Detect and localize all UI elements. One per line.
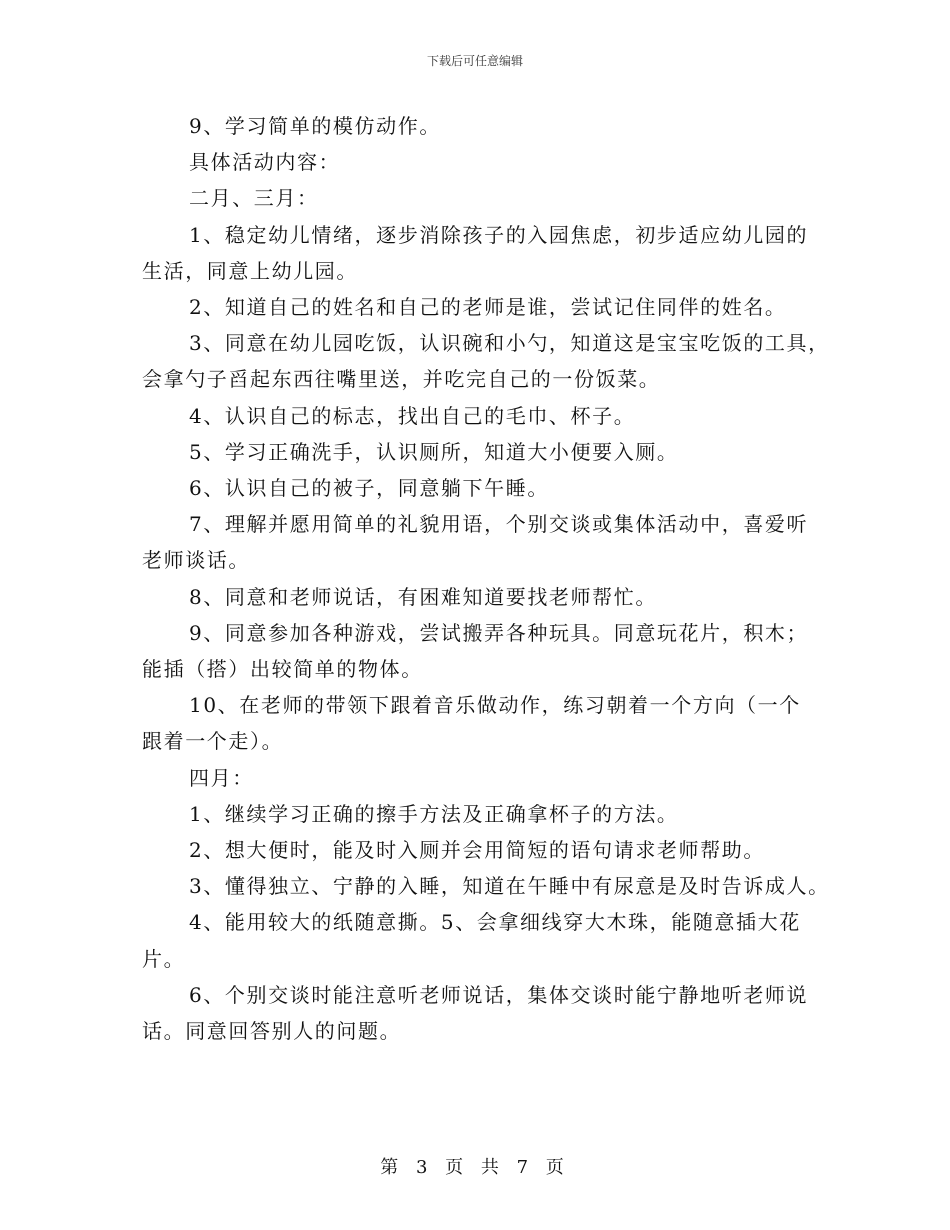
- paragraph: [142, 796, 812, 832]
- section-heading: [142, 760, 812, 796]
- text-line: 3、懂得独立、宁静的入睡，知道在午睡中有尿意是及时告诉成人。: [189, 874, 830, 899]
- text-line: 二月、三月：: [189, 186, 319, 211]
- document-body: [142, 108, 830, 1049]
- text-line: 生活，同意上幼儿园。: [142, 258, 358, 283]
- text-line: 7、理解并愿用简单的礼貌用语，个别交谈或集体活动中，喜爱听: [189, 512, 809, 537]
- text-line: 会拿勺子舀起东西往嘴里送，并吃完自己的一份饭菜。: [142, 367, 661, 392]
- paragraph: [142, 434, 812, 470]
- section-heading: [142, 144, 812, 180]
- paragraph: [142, 289, 812, 325]
- paragraph: [142, 868, 830, 904]
- paragraph: [142, 470, 812, 506]
- page-header: 下载后可任意编辑: [426, 54, 523, 68]
- text-line: 3、同意在幼儿园吃饭，认识碗和小勺，知道这是宝宝吃饭的工具，: [189, 331, 830, 356]
- page-footer: 第 3 页 共 7 页: [380, 1157, 570, 1178]
- text-line: 9、同意参加各种游戏，尝试搬弄各种玩具。同意玩花片，积木；: [189, 620, 809, 645]
- text-line: 1、继续学习正确的擦手方法及正确拿杯子的方法。: [189, 801, 679, 826]
- text-line: 2、想大便时，能及时入厕并会用简短的语句请求老师帮助。: [189, 838, 765, 863]
- text-line: 能插（搭）出较简单的物体。: [142, 657, 423, 682]
- paragraph: [142, 977, 812, 1049]
- text-line: 8、同意和老师说话，有困难知道要找老师帮忙。: [189, 584, 657, 609]
- paragraph: [142, 904, 812, 976]
- paragraph: [142, 108, 812, 144]
- text-line: 4、能用较大的纸随意撕。5、会拿细线穿大木珠，能随意插大花: [189, 910, 801, 935]
- text-line: 话。同意回答别人的问题。: [142, 1019, 402, 1044]
- text-line: 6、认识自己的被子，同意躺下午睡。: [189, 476, 549, 501]
- paragraph: [142, 615, 812, 687]
- text-line: 片。: [142, 946, 186, 971]
- text-line: 9、学习简单的模仿动作。: [189, 114, 441, 138]
- text-line: 1、稳定幼儿情绪，逐步消除孩子的入园焦虑，初步适应幼儿园的: [189, 222, 809, 247]
- text-line: 四月：: [189, 765, 254, 790]
- paragraph: [142, 579, 812, 615]
- text-line: 6、个别交谈时能注意听老师说话，集体交谈时能宁静地听老师说: [189, 982, 809, 1007]
- text-line: 2、知道自己的姓名和自己的老师是谁，尝试记住同伴的姓名。: [189, 295, 787, 320]
- paragraph: [142, 398, 812, 434]
- text-line: 老师谈话。: [142, 548, 250, 573]
- paragraph: [142, 832, 812, 868]
- text-line: 4、认识自己的标志，找出自己的毛巾、杯子。: [189, 403, 636, 428]
- paragraph: [142, 217, 812, 289]
- text-line: 5、学习正确洗手，认识厕所，知道大小便要入厕。: [189, 439, 679, 464]
- text-line: 10、在老师的带领下跟着音乐做动作，练习朝着一个方向（一个: [189, 693, 801, 718]
- paragraph: [142, 325, 830, 397]
- text-line: 跟着一个走）。: [142, 729, 284, 754]
- text-line: 具体活动内容：: [189, 150, 341, 175]
- section-heading: [142, 180, 812, 216]
- paragraph: [142, 506, 812, 578]
- paragraph: [142, 687, 812, 759]
